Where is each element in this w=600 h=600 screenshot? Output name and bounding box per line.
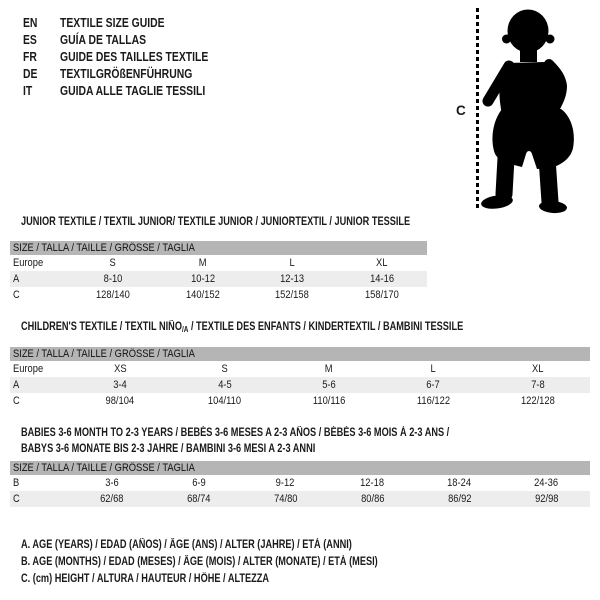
value-cell: 98/104 xyxy=(105,395,135,407)
babies-size-table xyxy=(10,461,590,507)
value-cell: 5-6 xyxy=(322,379,336,391)
row-label-cell: B xyxy=(13,477,20,489)
row-label-cell: Europe xyxy=(13,257,44,269)
baby-silhouette-icon xyxy=(481,6,577,214)
value-cell: XL xyxy=(532,363,544,375)
row-label-cell: A xyxy=(13,379,20,391)
table-size-header: SIZE / TALLA / TAILLE / GRÖSSE / TAGLIA xyxy=(10,461,590,475)
title-subscript: /A xyxy=(181,325,189,334)
value-cell: 80/86 xyxy=(360,493,385,505)
row-label-cell: Europe xyxy=(13,363,44,375)
language-code: DE xyxy=(23,66,38,81)
language-code: ES xyxy=(23,32,37,47)
value-cell: M xyxy=(198,257,207,269)
children-section-title: CHILDREN'S TEXTILE / TEXTIL $NIÑO_{/A}$ / TEXTILE DES ENFANTS / KINDERTEXTIL / BAMBINI TESSILE xyxy=(21,321,464,334)
row-label-cell: A xyxy=(13,273,20,285)
language-label: GUÍA DE TALLAS xyxy=(60,32,147,47)
value-cell: 12-13 xyxy=(280,273,305,285)
table-row xyxy=(10,255,427,271)
language-label: GUIDE DES TAILLES TEXTILE xyxy=(60,49,209,64)
row-label-cell: C xyxy=(13,493,20,505)
children-size-table xyxy=(10,347,590,409)
measure-legend xyxy=(21,537,467,588)
value-cell: 3-4 xyxy=(113,379,127,391)
row-label-cell: C xyxy=(13,289,20,301)
value-cell: XS xyxy=(113,363,127,375)
table-row xyxy=(10,393,590,409)
language-row xyxy=(23,65,245,82)
value-cell: 8-10 xyxy=(103,273,123,285)
language-row xyxy=(23,82,245,99)
value-cell: 122/128 xyxy=(520,395,555,407)
value-cell: S xyxy=(221,363,228,375)
language-row xyxy=(23,48,245,65)
value-cell: 24-36 xyxy=(534,477,559,489)
table-row xyxy=(10,377,590,393)
table-row xyxy=(10,475,590,491)
value-cell: XL xyxy=(376,257,388,269)
value-cell: L xyxy=(430,363,437,375)
value-cell: 152/158 xyxy=(275,289,310,301)
table-row xyxy=(10,361,590,377)
value-cell: 104/110 xyxy=(208,395,242,407)
value-cell: 62/68 xyxy=(99,493,124,505)
language-list xyxy=(23,14,245,99)
babies-title-line1: BABIES 3-6 MONTH TO 2-3 YEARS / BEBÉS 3-6 MESES A 2-3 AÑOS / BÉBÉS 3-6 MOIS À 2-3 ANS / xyxy=(21,427,450,439)
legend-age-years: A. AGE (YEARS) / EDAD (AÑOS) / ÂGE (ANS) / ALTER (JAHRE) / ETÀ (ANNI) xyxy=(21,539,352,551)
language-label: TEXTILE SIZE GUIDE xyxy=(60,15,165,30)
height-measure-figure xyxy=(440,0,600,215)
value-cell: 110/116 xyxy=(312,395,346,407)
row-label-cell: C xyxy=(13,395,20,407)
value-cell: 18-24 xyxy=(447,477,472,489)
value-cell: 92/98 xyxy=(534,493,559,505)
value-cell: 12-18 xyxy=(360,477,385,489)
language-code: FR xyxy=(23,49,37,64)
value-cell: 10-12 xyxy=(190,273,215,285)
legend-height: C. (cm) HEIGHT / ALTURA / HAUTEUR / HÖHE / ALTEZZA xyxy=(21,573,270,585)
language-label: GUIDA ALLE TAGLIE TESSILI xyxy=(60,83,206,98)
table-row xyxy=(10,271,427,287)
language-label: TEXTILGRÖßENFÜHRUNG xyxy=(60,66,193,81)
table-row xyxy=(10,491,590,507)
value-cell: 74/80 xyxy=(273,493,298,505)
value-cell: 7-8 xyxy=(531,379,545,391)
junior-section-title: JUNIOR TEXTILE / TEXTIL JUNIOR/ TEXTILE JUNIOR / JUNIORTEXTIL / JUNIOR TESSILE xyxy=(21,216,411,228)
language-code: IT xyxy=(23,83,33,98)
value-cell: 140/152 xyxy=(185,289,220,301)
height-dashed-line xyxy=(476,8,479,208)
value-cell: 6-7 xyxy=(426,379,441,391)
value-cell: 68/74 xyxy=(186,493,211,505)
babies-section-title xyxy=(21,425,556,457)
value-cell: 86/92 xyxy=(447,493,472,505)
legend-age-months: B. AGE (MONTHS) / EDAD (MESES) / ÂGE (MOIS) / ALTER (MONATE) / ETÀ (MESI) xyxy=(21,556,378,568)
table-size-header: SIZE / TALLA / TAILLE / GRÖSSE / TAGLIA xyxy=(10,241,427,255)
value-cell: 3-6 xyxy=(104,477,119,489)
value-cell: L xyxy=(289,257,295,269)
babies-title-line2: BABYS 3-6 MONATE BIS 2-3 JAHRE / BAMBINI 3-6 MESI A 2-3 ANNI xyxy=(21,443,316,455)
value-cell: 14-16 xyxy=(370,273,395,285)
junior-size-table xyxy=(10,241,427,303)
value-cell: 158/170 xyxy=(365,289,400,301)
table-row xyxy=(10,287,427,303)
value-cell: 4-5 xyxy=(217,379,232,391)
value-cell: 116/122 xyxy=(416,395,450,407)
language-code: EN xyxy=(23,15,38,30)
value-cell: S xyxy=(109,257,116,269)
value-cell: M xyxy=(325,363,333,375)
language-row xyxy=(23,14,245,31)
table-size-header: SIZE / TALLA / TAILLE / GRÖSSE / TAGLIA xyxy=(10,347,590,361)
value-cell: 6-9 xyxy=(191,477,206,489)
language-row xyxy=(23,31,245,48)
value-cell: 9-12 xyxy=(276,477,295,489)
height-measure-label: C xyxy=(456,103,466,118)
value-cell: 128/140 xyxy=(95,289,130,301)
